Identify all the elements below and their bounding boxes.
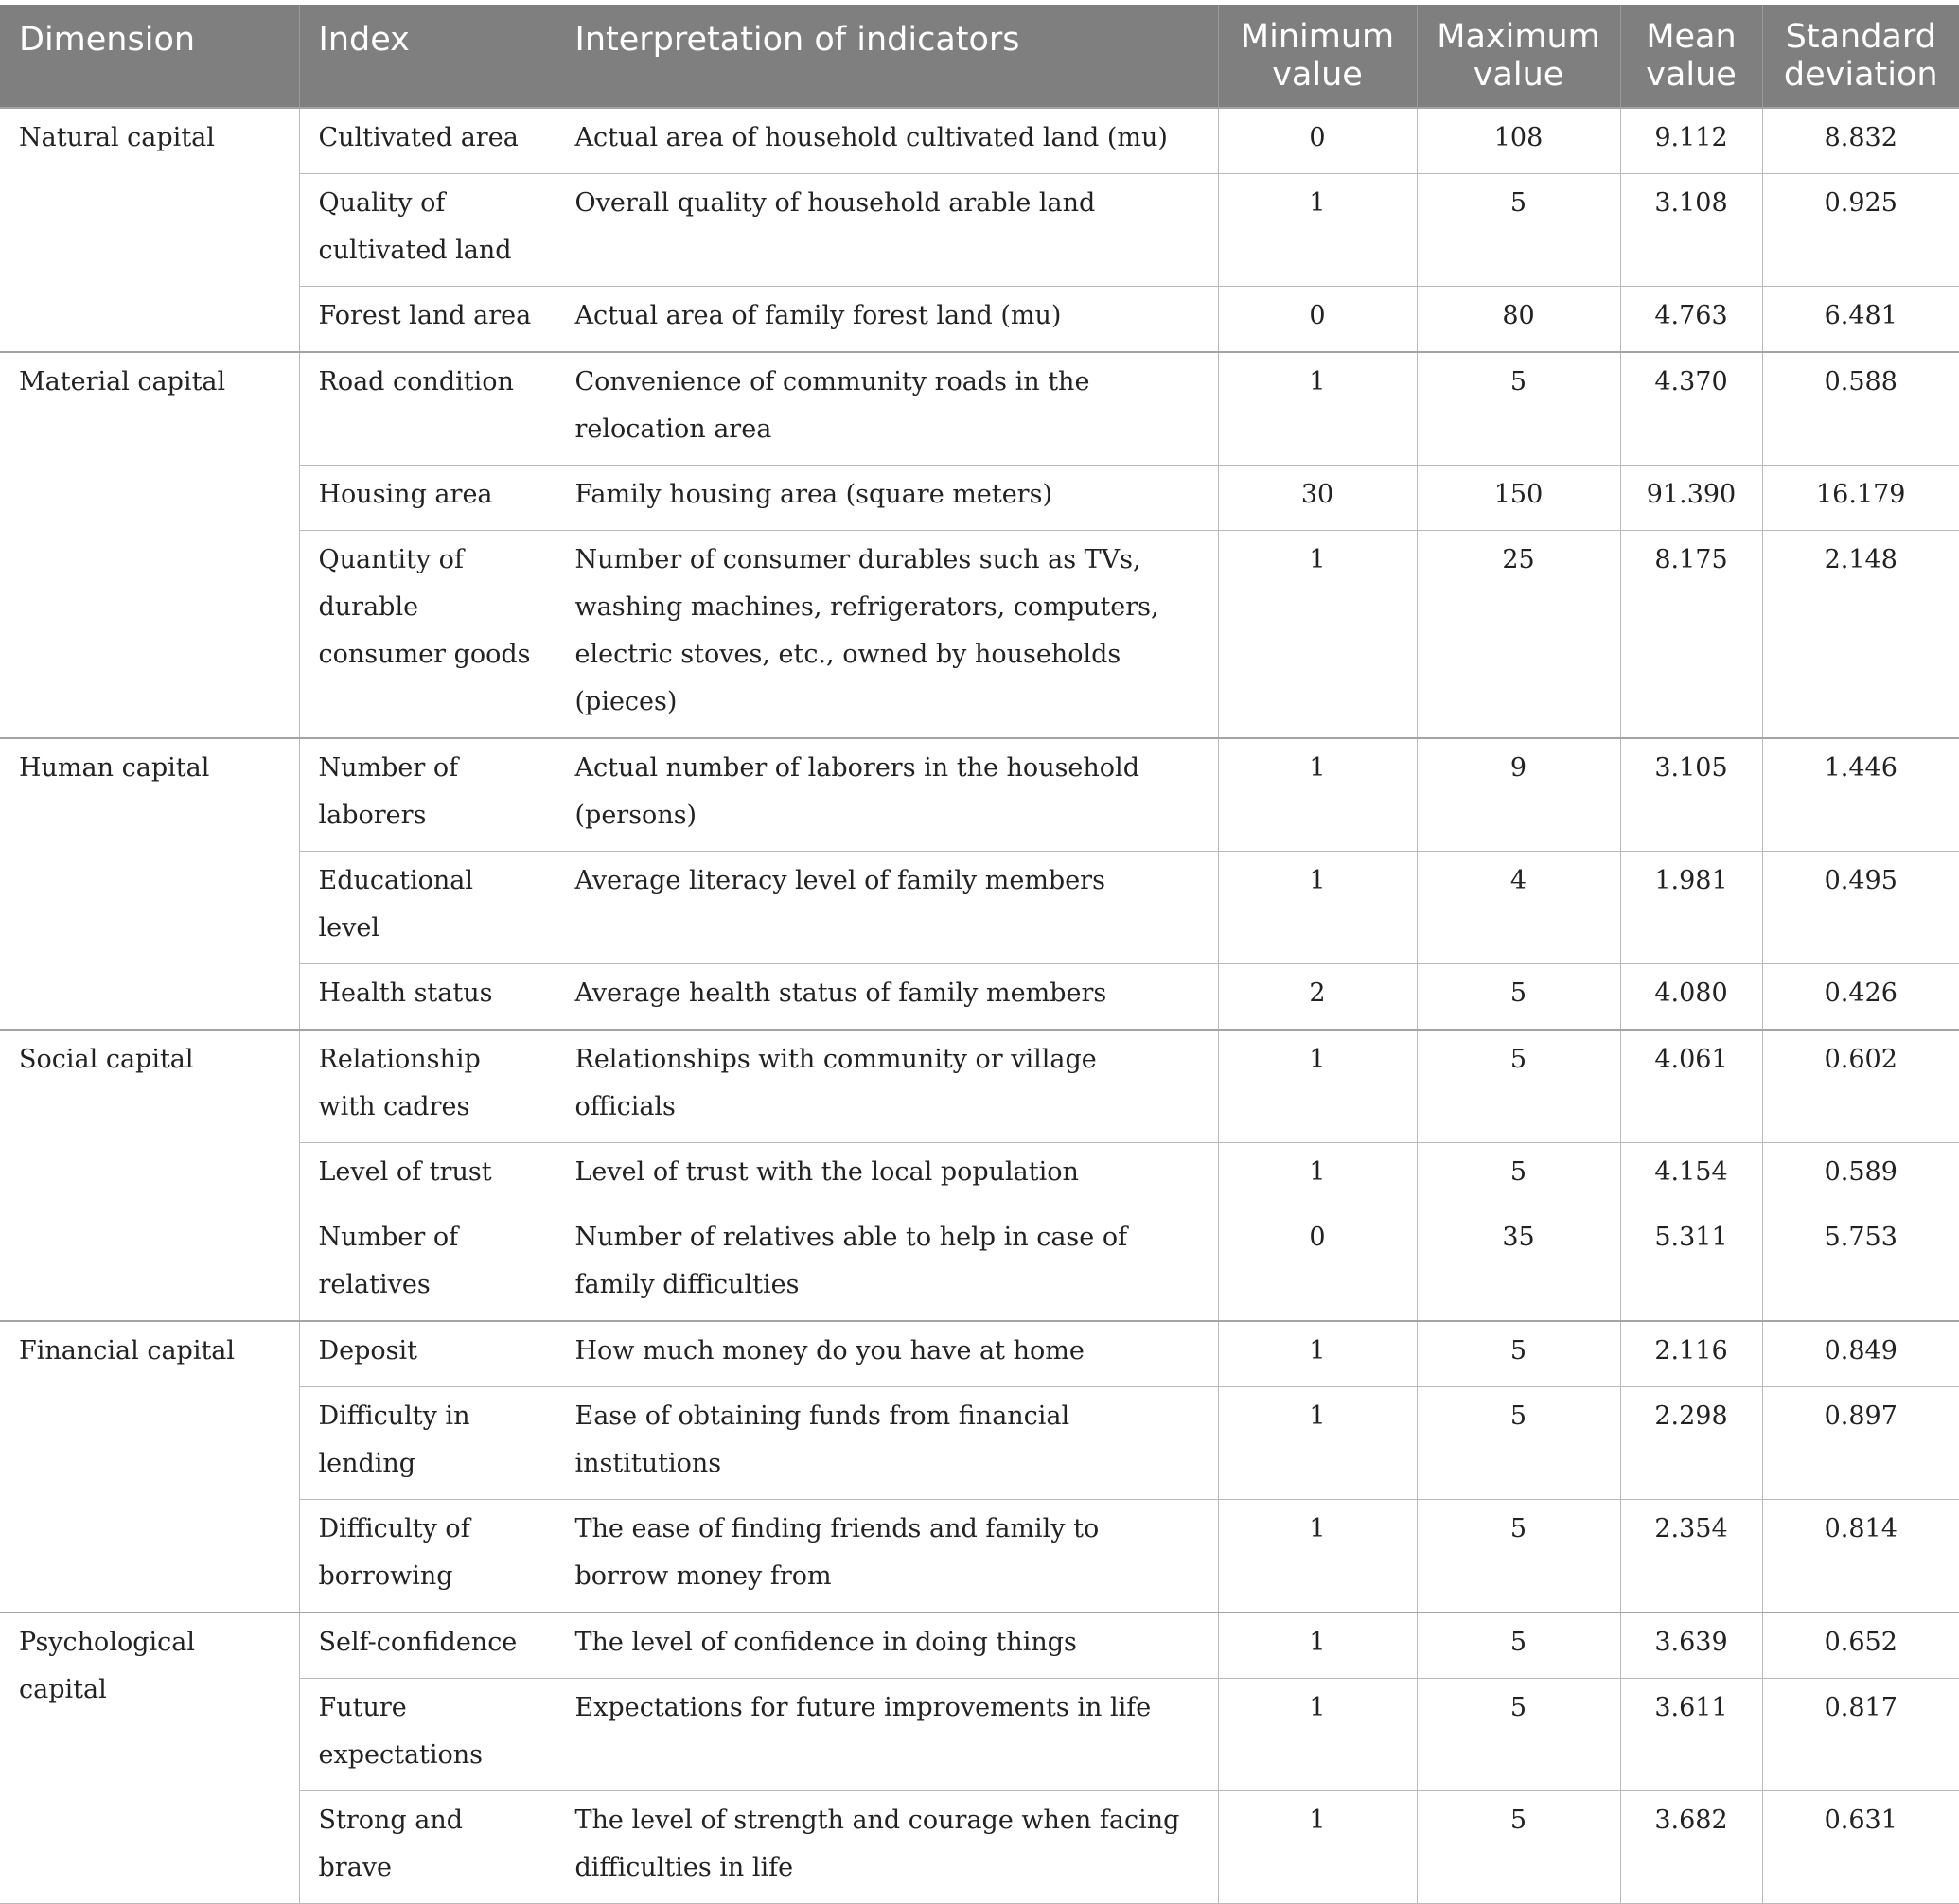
table-row: [0, 738, 1959, 852]
minimum-value-cell-text: 0: [1309, 301, 1326, 330]
mean-value-cell: [1620, 1500, 1762, 1613]
maximum-value-cell: [1417, 1321, 1620, 1387]
dimension-label: Psychological capital: [19, 1628, 195, 1704]
mean-value-cell: [1620, 108, 1762, 174]
maximum-value-cell: [1417, 964, 1620, 1031]
standard-deviation-cell-text: 5.753: [1824, 1223, 1897, 1252]
interpretation-cell-text: Average literacy level of family members: [574, 866, 1105, 895]
index-cell-text: Quantity of durable consumer goods: [318, 545, 531, 669]
interpretation-cell: [556, 1613, 1218, 1679]
standard-deviation-cell: [1762, 1791, 1959, 1904]
standard-deviation-cell-text: 0.814: [1824, 1514, 1897, 1543]
minimum-value-cell: [1218, 738, 1417, 852]
minimum-value-cell: [1218, 1613, 1417, 1679]
standard-deviation-cell: [1762, 1613, 1959, 1679]
standard-deviation-cell: [1762, 1321, 1959, 1387]
minimum-value-cell-text: 1: [1309, 367, 1326, 397]
mean-value-cell-text: 91.390: [1646, 480, 1737, 509]
interpretation-cell: [556, 1791, 1218, 1904]
dimension-label: Social capital: [19, 1045, 194, 1074]
interpretation-cell: [556, 964, 1218, 1031]
index-cell: [299, 466, 556, 531]
mean-value-cell-text: 2.116: [1654, 1336, 1728, 1366]
maximum-value-cell-text: 5: [1509, 1806, 1527, 1835]
interpretation-cell: [556, 1143, 1218, 1208]
index-cell-text: Level of trust: [318, 1157, 492, 1187]
interpretation-cell-text: Number of relatives able to help in case of family difficulties: [574, 1223, 1128, 1299]
mean-value-cell: [1620, 738, 1762, 852]
mean-value-cell-text: 3.682: [1654, 1806, 1728, 1835]
mean-value-cell-text: 2.354: [1654, 1514, 1728, 1543]
dimension-cell: [0, 108, 299, 352]
maximum-value-cell-text: 5: [1509, 978, 1527, 1008]
minimum-value-cell-text: 1: [1309, 1514, 1326, 1543]
interpretation-cell: [556, 108, 1218, 174]
index-cell-text: Road condition: [318, 367, 514, 397]
mean-value-cell-text: 4.080: [1654, 978, 1728, 1008]
maximum-value-cell-text: 108: [1493, 123, 1544, 152]
standard-deviation-cell: [1762, 1030, 1959, 1143]
mean-value-cell-text: 4.370: [1654, 367, 1728, 397]
interpretation-cell: [556, 287, 1218, 353]
standard-deviation-cell-text: 0.817: [1824, 1693, 1897, 1722]
minimum-value-cell: [1218, 531, 1417, 739]
interpretation-cell: [556, 466, 1218, 531]
index-cell-text: Deposit: [318, 1336, 418, 1366]
mean-value-cell: [1620, 1387, 1762, 1500]
minimum-value-cell: [1218, 1208, 1417, 1322]
maximum-value-cell: [1417, 1030, 1620, 1143]
mean-value-cell: [1620, 1679, 1762, 1791]
interpretation-cell-text: How much money do you have at home: [574, 1336, 1085, 1366]
mean-value-cell-text: 8.175: [1654, 545, 1728, 574]
maximum-value-cell-text: 150: [1493, 480, 1544, 509]
index-cell: [299, 531, 556, 739]
maximum-value-cell: [1417, 1791, 1620, 1904]
interpretation-cell-text: Relationships with community or village officials: [574, 1045, 1097, 1121]
index-cell: [299, 1208, 556, 1322]
interpretation-cell: [556, 1679, 1218, 1791]
table-row: [0, 1613, 1959, 1679]
minimum-value-cell-text: 1: [1309, 753, 1326, 783]
standard-deviation-cell: [1762, 1143, 1959, 1208]
maximum-value-cell: [1417, 108, 1620, 174]
maximum-value-cell-text: 5: [1509, 1045, 1527, 1074]
index-cell: [299, 287, 556, 353]
index-cell-text: Number of laborers: [318, 753, 459, 830]
interpretation-cell-text: The level of confidence in doing things: [574, 1628, 1077, 1657]
mean-value-cell: [1620, 174, 1762, 287]
index-cell: [299, 1030, 556, 1143]
table-row: [0, 352, 1959, 466]
mean-value-cell-text: 4.763: [1654, 301, 1728, 330]
maximum-value-cell: [1417, 738, 1620, 852]
dimension-label: Human capital: [19, 753, 210, 783]
index-cell-text: Housing area: [318, 480, 493, 509]
interpretation-cell-text: Level of trust with the local population: [574, 1157, 1079, 1187]
maximum-value-cell: [1417, 1387, 1620, 1500]
maximum-value-cell-text: 25: [1502, 545, 1535, 574]
interpretation-cell: [556, 174, 1218, 287]
standard-deviation-cell-text: 0.631: [1824, 1806, 1897, 1835]
interpretation-cell-text: Actual area of family forest land (mu): [574, 301, 1062, 330]
mean-value-cell: [1620, 1208, 1762, 1322]
interpretation-cell: [556, 1500, 1218, 1613]
standard-deviation-cell: [1762, 964, 1959, 1031]
interpretation-cell-text: The ease of finding friends and family to borrow money from: [574, 1514, 1100, 1591]
standard-deviation-cell-text: 8.832: [1824, 123, 1897, 152]
minimum-value-cell-text: 30: [1300, 480, 1334, 509]
minimum-value-cell-text: 1: [1309, 1693, 1326, 1722]
interpretation-cell: [556, 531, 1218, 739]
interpretation-cell-text: Actual number of laborers in the household (persons): [574, 753, 1139, 830]
standard-deviation-cell-text: 0.588: [1824, 367, 1897, 397]
index-cell-text: Quality of cultivated land: [318, 188, 512, 265]
index-cell-text: Self-confidence: [318, 1628, 518, 1657]
maximum-value-cell: [1417, 1500, 1620, 1613]
mean-value-cell-text: 4.061: [1654, 1045, 1728, 1074]
index-cell: [299, 1500, 556, 1613]
index-cell-text: Relationship with cadres: [318, 1045, 481, 1121]
index-cell-text: Strong and brave: [318, 1806, 464, 1882]
mean-value-cell: [1620, 287, 1762, 353]
mean-value-cell-text: 3.105: [1654, 753, 1728, 783]
index-cell: [299, 1321, 556, 1387]
index-cell-text: Forest land area: [318, 301, 532, 330]
minimum-value-cell: [1218, 1387, 1417, 1500]
index-cell-text: Educational level: [318, 866, 473, 943]
header-sd-line1: Standard: [1785, 18, 1936, 56]
maximum-value-cell-text: 4: [1509, 866, 1527, 895]
maximum-value-cell: [1417, 1208, 1620, 1322]
header-maximum-line1: Maximum: [1437, 18, 1600, 56]
index-cell: [299, 1613, 556, 1679]
maximum-value-cell-text: 5: [1509, 1514, 1527, 1543]
interpretation-cell: [556, 352, 1218, 466]
standard-deviation-cell: [1762, 466, 1959, 531]
index-cell-text: Cultivated area: [318, 123, 519, 152]
index-cell-text: Future expectations: [318, 1693, 484, 1770]
maximum-value-cell-text: 35: [1502, 1223, 1535, 1252]
interpretation-cell-text: Average health status of family members: [574, 978, 1107, 1008]
standard-deviation-cell: [1762, 287, 1959, 353]
maximum-value-cell: [1417, 466, 1620, 531]
mean-value-cell: [1620, 1791, 1762, 1904]
maximum-value-cell-text: 9: [1509, 753, 1527, 783]
mean-value-cell-text: 5.311: [1654, 1223, 1728, 1252]
mean-value-cell: [1620, 466, 1762, 531]
minimum-value-cell-text: 1: [1309, 1628, 1326, 1657]
standard-deviation-cell: [1762, 738, 1959, 852]
interpretation-cell-text: Family housing area (square meters): [574, 480, 1052, 509]
standard-deviation-cell-text: 2.148: [1824, 545, 1897, 574]
index-cell: [299, 1387, 556, 1500]
maximum-value-cell: [1417, 531, 1620, 739]
header-index: Index: [299, 5, 556, 108]
header-minimum-line2: value: [1272, 56, 1363, 94]
minimum-value-cell-text: 1: [1309, 188, 1326, 218]
interpretation-cell: [556, 852, 1218, 964]
maximum-value-cell-text: 5: [1509, 1157, 1527, 1187]
index-cell: [299, 852, 556, 964]
mean-value-cell: [1620, 352, 1762, 466]
standard-deviation-cell-text: 0.925: [1824, 188, 1897, 218]
minimum-value-cell: [1218, 1500, 1417, 1613]
mean-value-cell-text: 3.108: [1654, 188, 1728, 218]
maximum-value-cell-text: 5: [1509, 188, 1527, 218]
standard-deviation-cell-text: 0.897: [1824, 1402, 1897, 1431]
minimum-value-cell-text: 1: [1309, 545, 1326, 574]
dimension-cell: [0, 1030, 299, 1321]
minimum-value-cell: [1218, 1030, 1417, 1143]
header-maximum-value: [1417, 5, 1620, 108]
header-row: [0, 5, 1959, 108]
dimension-cell: [0, 352, 299, 738]
table-body: [0, 108, 1959, 1904]
maximum-value-cell-text: 5: [1509, 1628, 1527, 1657]
standard-deviation-cell: [1762, 531, 1959, 739]
minimum-value-cell-text: 1: [1309, 1157, 1326, 1187]
header-minimum-line1: Minimum: [1240, 18, 1395, 56]
maximum-value-cell: [1417, 352, 1620, 466]
minimum-value-cell-text: 2: [1309, 978, 1326, 1008]
header-maximum-line2: value: [1473, 56, 1564, 94]
index-cell: [299, 1143, 556, 1208]
minimum-value-cell: [1218, 1791, 1417, 1904]
dimension-label: Material capital: [19, 367, 226, 397]
maximum-value-cell: [1417, 1143, 1620, 1208]
mean-value-cell: [1620, 1321, 1762, 1387]
header-standard-deviation: [1762, 5, 1959, 108]
standard-deviation-cell-text: 1.446: [1824, 753, 1897, 783]
interpretation-cell-text: Overall quality of household arable land: [574, 188, 1096, 218]
minimum-value-cell: [1218, 852, 1417, 964]
index-cell-text: Number of relatives: [318, 1223, 459, 1299]
interpretation-cell-text: Number of consumer durables such as TVs, washing machines, refrigerators, computers, electric stoves, etc., owned by households (pieces): [574, 545, 1159, 716]
standard-deviation-cell: [1762, 1208, 1959, 1322]
index-cell: [299, 352, 556, 466]
table-row: [0, 108, 1959, 174]
header-mean-line2: value: [1646, 56, 1737, 94]
mean-value-cell-text: 1.981: [1654, 866, 1728, 895]
table-row: [0, 1321, 1959, 1387]
header-sd-line2: deviation: [1783, 56, 1938, 94]
standard-deviation-cell-text: 0.849: [1824, 1336, 1897, 1366]
index-cell: [299, 108, 556, 174]
dimension-cell: [0, 1613, 299, 1904]
standard-deviation-cell-text: 6.481: [1824, 301, 1897, 330]
minimum-value-cell-text: 1: [1309, 1336, 1326, 1366]
dimension-cell: [0, 1321, 299, 1613]
interpretation-cell-text: Actual area of household cultivated land (mu): [574, 123, 1168, 152]
index-cell-text: Health status: [318, 978, 493, 1008]
interpretation-cell: [556, 1387, 1218, 1500]
mean-value-cell-text: 3.639: [1654, 1628, 1728, 1657]
standard-deviation-cell: [1762, 352, 1959, 466]
standard-deviation-cell: [1762, 852, 1959, 964]
standard-deviation-cell-text: 0.495: [1824, 866, 1897, 895]
standard-deviation-cell-text: 0.426: [1824, 978, 1897, 1008]
minimum-value-cell: [1218, 1321, 1417, 1387]
index-cell: [299, 1679, 556, 1791]
dimension-label: Natural capital: [19, 123, 215, 152]
maximum-value-cell: [1417, 174, 1620, 287]
maximum-value-cell: [1417, 1679, 1620, 1791]
mean-value-cell: [1620, 1613, 1762, 1679]
minimum-value-cell-text: 1: [1309, 1806, 1326, 1835]
interpretation-cell-text: The level of strength and courage when facing difficulties in life: [574, 1806, 1180, 1882]
interpretation-cell: [556, 1030, 1218, 1143]
minimum-value-cell: [1218, 352, 1417, 466]
mean-value-cell: [1620, 1143, 1762, 1208]
maximum-value-cell-text: 5: [1509, 1336, 1527, 1366]
standard-deviation-cell-text: 0.602: [1824, 1045, 1897, 1074]
standard-deviation-cell-text: 0.652: [1824, 1628, 1897, 1657]
maximum-value-cell: [1417, 852, 1620, 964]
interpretation-cell: [556, 1321, 1218, 1387]
table-row: [0, 1030, 1959, 1143]
dimension-cell: [0, 738, 299, 1030]
mean-value-cell-text: 3.611: [1654, 1693, 1728, 1722]
minimum-value-cell: [1218, 108, 1417, 174]
minimum-value-cell-text: 1: [1309, 1045, 1326, 1074]
mean-value-cell: [1620, 852, 1762, 964]
minimum-value-cell: [1218, 466, 1417, 531]
interpretation-cell-text: Ease of obtaining funds from financial institutions: [574, 1402, 1070, 1478]
minimum-value-cell-text: 1: [1309, 1402, 1326, 1431]
maximum-value-cell: [1417, 1613, 1620, 1679]
mean-value-cell-text: 9.112: [1654, 123, 1728, 152]
interpretation-cell-text: Expectations for future improvements in life: [574, 1693, 1152, 1722]
minimum-value-cell: [1218, 1679, 1417, 1791]
dimension-label: Financial capital: [19, 1336, 236, 1366]
minimum-value-cell: [1218, 287, 1417, 353]
standard-deviation-cell-text: 0.589: [1824, 1157, 1897, 1187]
index-cell-text: Difficulty of borrowing: [318, 1514, 470, 1591]
header-mean-line1: Mean: [1646, 18, 1737, 56]
minimum-value-cell-text: 0: [1309, 1223, 1326, 1252]
header-interpretation: Interpretation of indicators: [556, 5, 1218, 108]
index-cell: [299, 1791, 556, 1904]
header-minimum-value: [1218, 5, 1417, 108]
index-cell: [299, 174, 556, 287]
maximum-value-cell: [1417, 287, 1620, 353]
indicator-table: [0, 5, 1959, 1904]
mean-value-cell: [1620, 531, 1762, 739]
index-cell: [299, 964, 556, 1031]
standard-deviation-cell: [1762, 108, 1959, 174]
index-cell-text: Difficulty in lending: [318, 1402, 470, 1478]
maximum-value-cell-text: 5: [1509, 1402, 1527, 1431]
header-dimension: Dimension: [0, 5, 299, 108]
interpretation-cell-text: Convenience of community roads in the relocation area: [574, 367, 1090, 444]
standard-deviation-cell: [1762, 174, 1959, 287]
interpretation-cell: [556, 738, 1218, 852]
mean-value-cell-text: 4.154: [1654, 1157, 1728, 1187]
mean-value-cell: [1620, 1030, 1762, 1143]
minimum-value-cell-text: 1: [1309, 866, 1326, 895]
maximum-value-cell-text: 5: [1509, 367, 1527, 397]
index-cell: [299, 738, 556, 852]
standard-deviation-cell-text: 16.179: [1816, 480, 1906, 509]
minimum-value-cell: [1218, 964, 1417, 1031]
table-header: [0, 5, 1959, 108]
maximum-value-cell-text: 80: [1502, 301, 1535, 330]
standard-deviation-cell: [1762, 1500, 1959, 1613]
header-mean-value: [1620, 5, 1762, 108]
interpretation-cell: [556, 1208, 1218, 1322]
mean-value-cell: [1620, 964, 1762, 1031]
minimum-value-cell: [1218, 174, 1417, 287]
mean-value-cell-text: 2.298: [1654, 1402, 1728, 1431]
maximum-value-cell-text: 5: [1509, 1693, 1527, 1722]
minimum-value-cell-text: 0: [1309, 123, 1326, 152]
standard-deviation-cell: [1762, 1679, 1959, 1791]
standard-deviation-cell: [1762, 1387, 1959, 1500]
minimum-value-cell: [1218, 1143, 1417, 1208]
